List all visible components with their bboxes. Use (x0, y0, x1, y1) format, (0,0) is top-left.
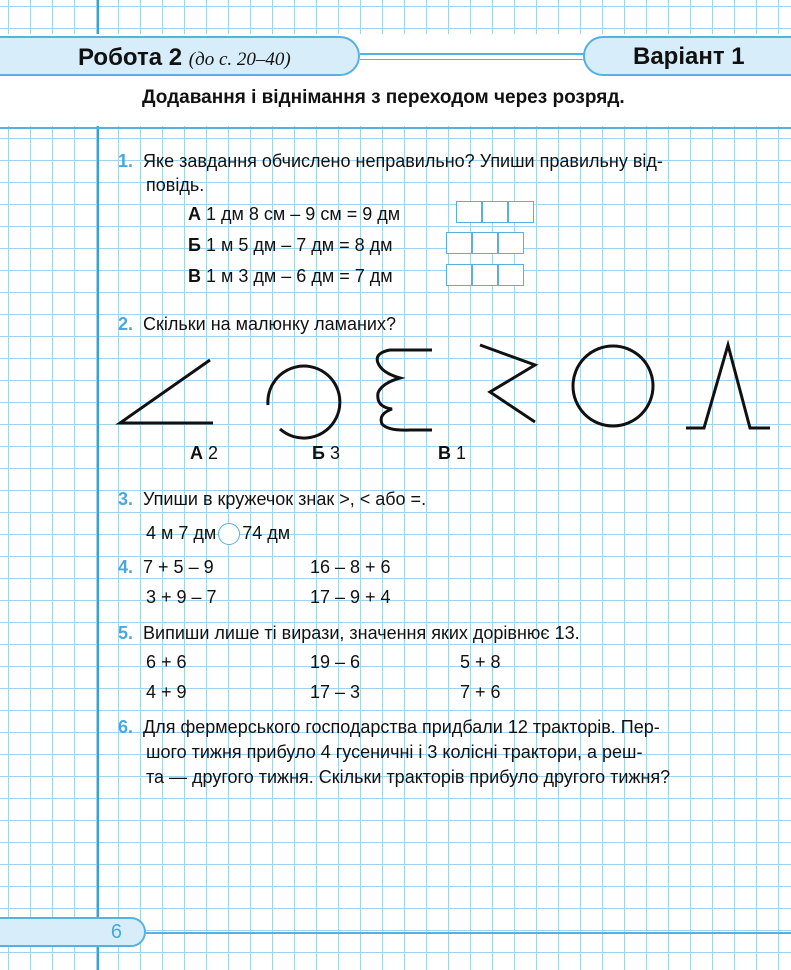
closed-circle-figure (573, 346, 653, 426)
task-1-option-a: А 1 дм 8 см – 9 см = 9 дм (188, 204, 401, 224)
task-1-line2: повідь. (146, 175, 205, 195)
task-5-text (118, 622, 580, 644)
page-number: 6 (110, 921, 122, 943)
task-4-number: 4. (118, 557, 134, 577)
task-3-right: 74 дм (242, 523, 291, 543)
open-triangle-figure (120, 360, 213, 423)
task-4-row1-a: 4. 7 + 5 – 9 (118, 557, 214, 577)
task-5-expr-1: 6 + 6 (146, 652, 187, 672)
task-1-number: 1. (118, 151, 134, 171)
variant-label: Варіант 1 (633, 43, 745, 70)
task-4-row1-b: 16 – 8 + 6 (310, 557, 391, 577)
task-5-expr-5: 17 – 3 (310, 682, 361, 702)
comparison-circle-input[interactable] (218, 523, 240, 545)
work-range: (до с. 20–40) (188, 49, 291, 70)
task-4-row2-b: 17 – 9 + 4 (310, 587, 391, 607)
work-title-pill (0, 36, 360, 76)
task-2-figures (110, 330, 780, 440)
variant-pill (583, 36, 791, 76)
margin-line (97, 0, 99, 970)
task-6-line1: Для фермерського господарства придбали 12 тракторів. Пер- (143, 717, 660, 737)
task-6-line3: та — другого тижня. Скільки тракторів прибуло другого тижня? (146, 767, 671, 787)
task-2-option-a: А 2 (190, 443, 219, 463)
task-3-number: 3. (118, 489, 134, 509)
task-6-text (118, 716, 660, 738)
work-title: Робота 2 (78, 44, 183, 71)
task-5-expr-3: 5 + 8 (460, 652, 501, 672)
task-2-option-b: Б 3 (312, 443, 340, 463)
task-1-option-b: Б 1 м 5 дм – 7 дм = 8 дм (188, 235, 393, 255)
task-1-line1: Яке завдання обчислено неправильно? Упиши правильну від- (143, 151, 663, 171)
task-5-expr-2: 19 – 6 (310, 652, 361, 672)
task-2-question: Скільки на малюнку ламаних? (143, 314, 396, 334)
answer-box-a[interactable] (456, 201, 534, 223)
task-3-question: Упиши в кружечок знак >, < або =. (143, 489, 427, 509)
footer-line (146, 932, 791, 934)
answer-box-c[interactable] (446, 264, 524, 286)
task-3-left: 4 м 7 дм (146, 523, 217, 543)
wavy-line-figure (377, 350, 432, 430)
task-2-option-c: В 1 (438, 443, 467, 463)
task-5-number: 5. (118, 623, 134, 643)
open-circle-figure (268, 366, 340, 438)
task-3-text (118, 488, 426, 510)
task-4-row2-a: 3 + 9 – 7 (146, 587, 217, 607)
task-5-question: Випиши лише ті вирази, значення яких дорівнює 13. (143, 623, 580, 643)
header-connector (360, 53, 585, 55)
answer-box-b[interactable] (446, 232, 524, 254)
lambda-figure (686, 345, 770, 428)
page-number-pill (0, 917, 146, 947)
task-1-text (118, 150, 663, 172)
task-5-expr-6: 7 + 6 (460, 682, 501, 702)
header-divider (0, 127, 791, 129)
task-1-option-c: В 1 м 3 дм – 6 дм = 7 дм (188, 266, 393, 286)
header-connector-thin (360, 59, 585, 60)
zigzag-figure (480, 345, 535, 422)
task-6-line2: шого тижня прибуло 4 гусеничні і 3 колісні трактори, а реш- (146, 742, 643, 762)
task-6-number: 6. (118, 717, 134, 737)
task-5-expr-4: 4 + 9 (146, 682, 187, 702)
task-3-comparison (146, 522, 290, 545)
page-subtitle: Додавання і віднімання з переходом через розряд. (142, 87, 625, 108)
task-2-number: 2. (118, 314, 134, 334)
